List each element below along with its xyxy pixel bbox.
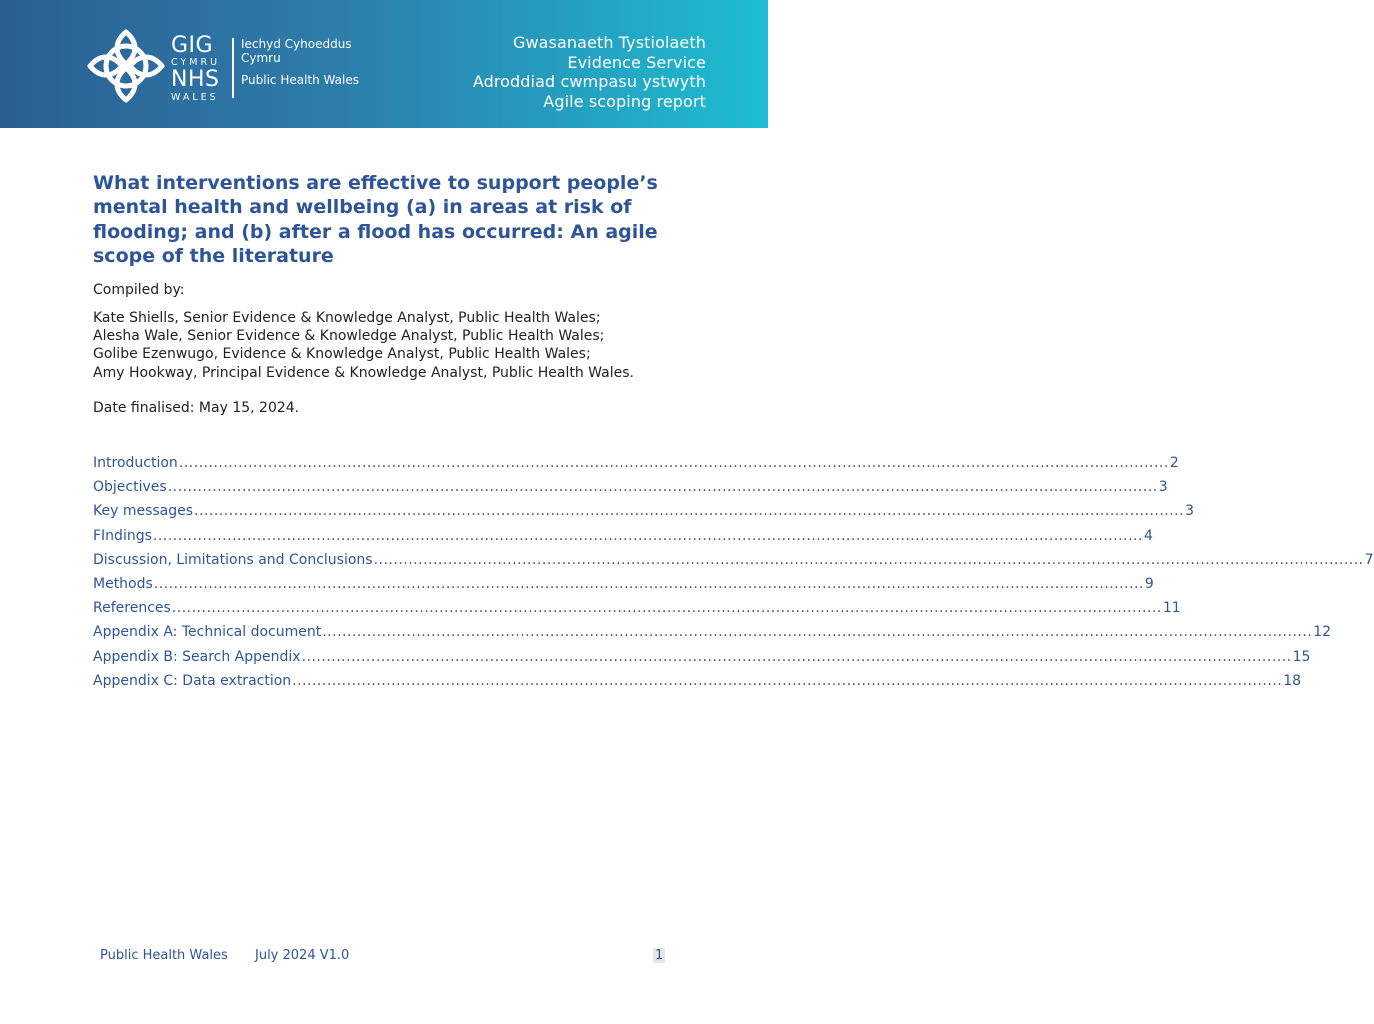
author-line: Golibe Ezenwugo, Evidence & Knowledge Analyst, Public Health Wales;	[93, 346, 591, 363]
org-name-welsh: Iechyd Cyhoeddus Cymru	[241, 37, 352, 65]
toc-entry-label[interactable]: Key messages	[93, 503, 194, 520]
toc-entry[interactable]	[93, 551, 1374, 576]
author-line: Kate Shiells, Senior Evidence & Knowledge Analyst, Public Health Wales;	[93, 310, 601, 326]
toc-entry[interactable]	[93, 503, 1195, 527]
brand-gig: GIG	[171, 33, 214, 58]
toc-entry[interactable]	[93, 600, 1181, 624]
author-list	[93, 309, 634, 382]
celtic-knot-icon	[86, 28, 166, 104]
toc-entry[interactable]	[93, 455, 1179, 479]
toc-entry-label[interactable]: References	[93, 600, 171, 617]
toc-entry-label[interactable]: Objectives	[93, 479, 167, 496]
toc-entry-page[interactable]: 4	[1143, 527, 1153, 544]
toc-entry[interactable]	[93, 648, 1311, 673]
logo-divider	[232, 38, 234, 98]
toc-entry-page[interactable]: 3	[1158, 479, 1168, 496]
footer-page-number: 1	[655, 948, 664, 963]
compiled-by-label: Compiled by:	[93, 282, 185, 298]
toc-entry-label[interactable]: Methods	[93, 575, 153, 592]
toc-leader: ........................................................................................................................................................................................................	[292, 672, 1283, 689]
footer-version: July 2024 V1.0	[255, 948, 350, 963]
toc-entry-label[interactable]: Discussion, Limitations and Conclusions	[93, 551, 373, 568]
author-line: Alesha Wale, Senior Evidence & Knowledge Analyst, Public Health Wales;	[93, 328, 605, 345]
toc-leader: ........................................................................................................................................................................................................	[171, 600, 1162, 617]
toc-entry[interactable]	[93, 527, 1153, 552]
toc-entry[interactable]	[93, 479, 1168, 503]
toc-entry[interactable]	[93, 624, 1332, 648]
author-line: Amy Hookway, Principal Evidence & Knowledge Analyst, Public Health Wales.	[93, 364, 634, 381]
page-header	[0, 0, 768, 128]
toc-leader: ........................................................................................................................................................................................................	[194, 503, 1185, 520]
toc-leader: ........................................................................................................................................................................................................	[373, 551, 1364, 568]
toc-leader: ........................................................................................................................................................................................................	[178, 455, 1169, 471]
org-name	[241, 37, 391, 87]
date-finalised: Date finalised: May 15, 2024.	[93, 400, 300, 416]
report-type-welsh: Adroddiad cwmpasu ystwyth	[472, 72, 706, 91]
toc-entry-label[interactable]: Appendix C: Data extraction	[93, 672, 292, 689]
service-heading	[473, 33, 706, 111]
toc-entry-page[interactable]: 9	[1144, 575, 1154, 592]
toc-entry-label[interactable]: Appendix A: Technical document	[93, 624, 322, 641]
footer-org: Public Health Wales	[100, 948, 228, 963]
document-title: What interventions are effective to support people’s mental health and wellbeing (a) in areas at risk of flooding; and (b) after a flood has occurred: An agile scope of the literature	[93, 172, 658, 267]
toc-entry-label[interactable]: FIndings	[93, 527, 152, 544]
toc-entry[interactable]	[93, 575, 1154, 600]
toc-entry-page[interactable]: 3	[1185, 503, 1195, 520]
toc-entry-label[interactable]: Introduction	[93, 455, 178, 471]
toc-leader: ........................................................................................................................................................................................................	[152, 527, 1143, 544]
toc-entry[interactable]	[93, 672, 1302, 697]
org-name-english: Public Health Wales	[241, 73, 359, 87]
toc-leader: ........................................................................................................................................................................................................	[153, 575, 1144, 592]
toc-entry-page[interactable]: 11	[1162, 600, 1181, 617]
toc-entry-page[interactable]: 18	[1283, 672, 1302, 689]
brand-nhs: NHS	[171, 67, 220, 92]
service-welsh: Gwasanaeth Tystiolaeth	[512, 33, 706, 52]
toc-entry-page[interactable]: 2	[1169, 455, 1179, 471]
toc-leader: ........................................................................................................................................................................................................	[167, 479, 1158, 496]
toc-leader: ........................................................................................................................................................................................................	[322, 624, 1313, 641]
report-type-english: Agile scoping report	[543, 91, 706, 111]
toc-entry-page[interactable]: 12	[1313, 624, 1332, 641]
brand-cymru: CYMRU	[171, 57, 221, 68]
service-english: Evidence Service	[567, 52, 706, 72]
toc-entry-label[interactable]: Appendix B: Search Appendix	[93, 648, 301, 665]
brand-wales: WALES	[171, 92, 219, 103]
toc-entry-page[interactable]: 15	[1292, 648, 1311, 665]
toc-entry-page[interactable]: 7	[1364, 551, 1374, 568]
table-of-contents	[93, 455, 1374, 697]
toc-leader: ........................................................................................................................................................................................................	[301, 648, 1292, 665]
